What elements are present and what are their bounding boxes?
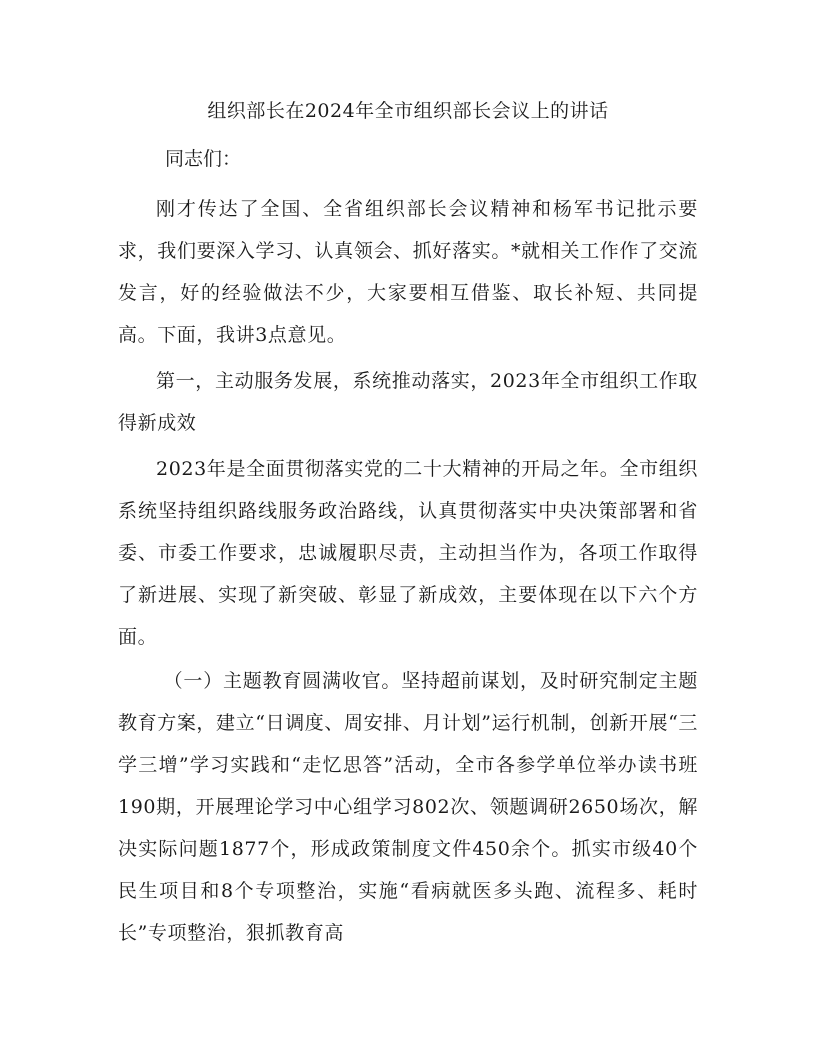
paragraph-overview: 2023年是全面贯彻落实党的二十大精神的开局之年。全市组织系统坚持组织路线服务政治路线，认真贯彻落实中央决策部署和省委、市委工作要求，忠诚履职尽责，主动担当作为，各项工作取得了新进展、实现了新突破、彰显了新成效，主要体现在以下六个方面。 <box>118 458 698 648</box>
salutation: 同志们： <box>165 148 242 170</box>
document-title: 组织部长在2024年全市组织部长会议上的讲话 <box>207 100 609 122</box>
paragraph-theme-education: （一）主题教育圆满收官。坚持超前谋划，及时研究制定主题教育方案，建立“日调度、周安排、月计划”运行机制，创新开展“三学三增”学习实践和“走忆思答”活动，全市各参学单位举办读书班190期，开展理论学习中心组学习802次、领题调研2650场次，解决实际问题1877个，形成政策制度文件450余个。抓实市级40个民生项目和8个专项整治，实施“看病就医多头跑、流程多、耗时长”专项整治，狠抓教育高 <box>118 670 698 944</box>
section-heading-1: 第一，主动服务发展，系统推动落实，2023年全市组织工作取得新成效 <box>118 370 698 434</box>
paragraph-intro: 刚才传达了全国、全省组织部长会议精神和杨军书记批示要求，我们要深入学习、认真领会、抓好落实。*就相关工作作了交流发言，好的经验做法不少，大家要相互借鉴、取长补短、共同提高。下面，我讲3点意见。 <box>118 198 698 346</box>
